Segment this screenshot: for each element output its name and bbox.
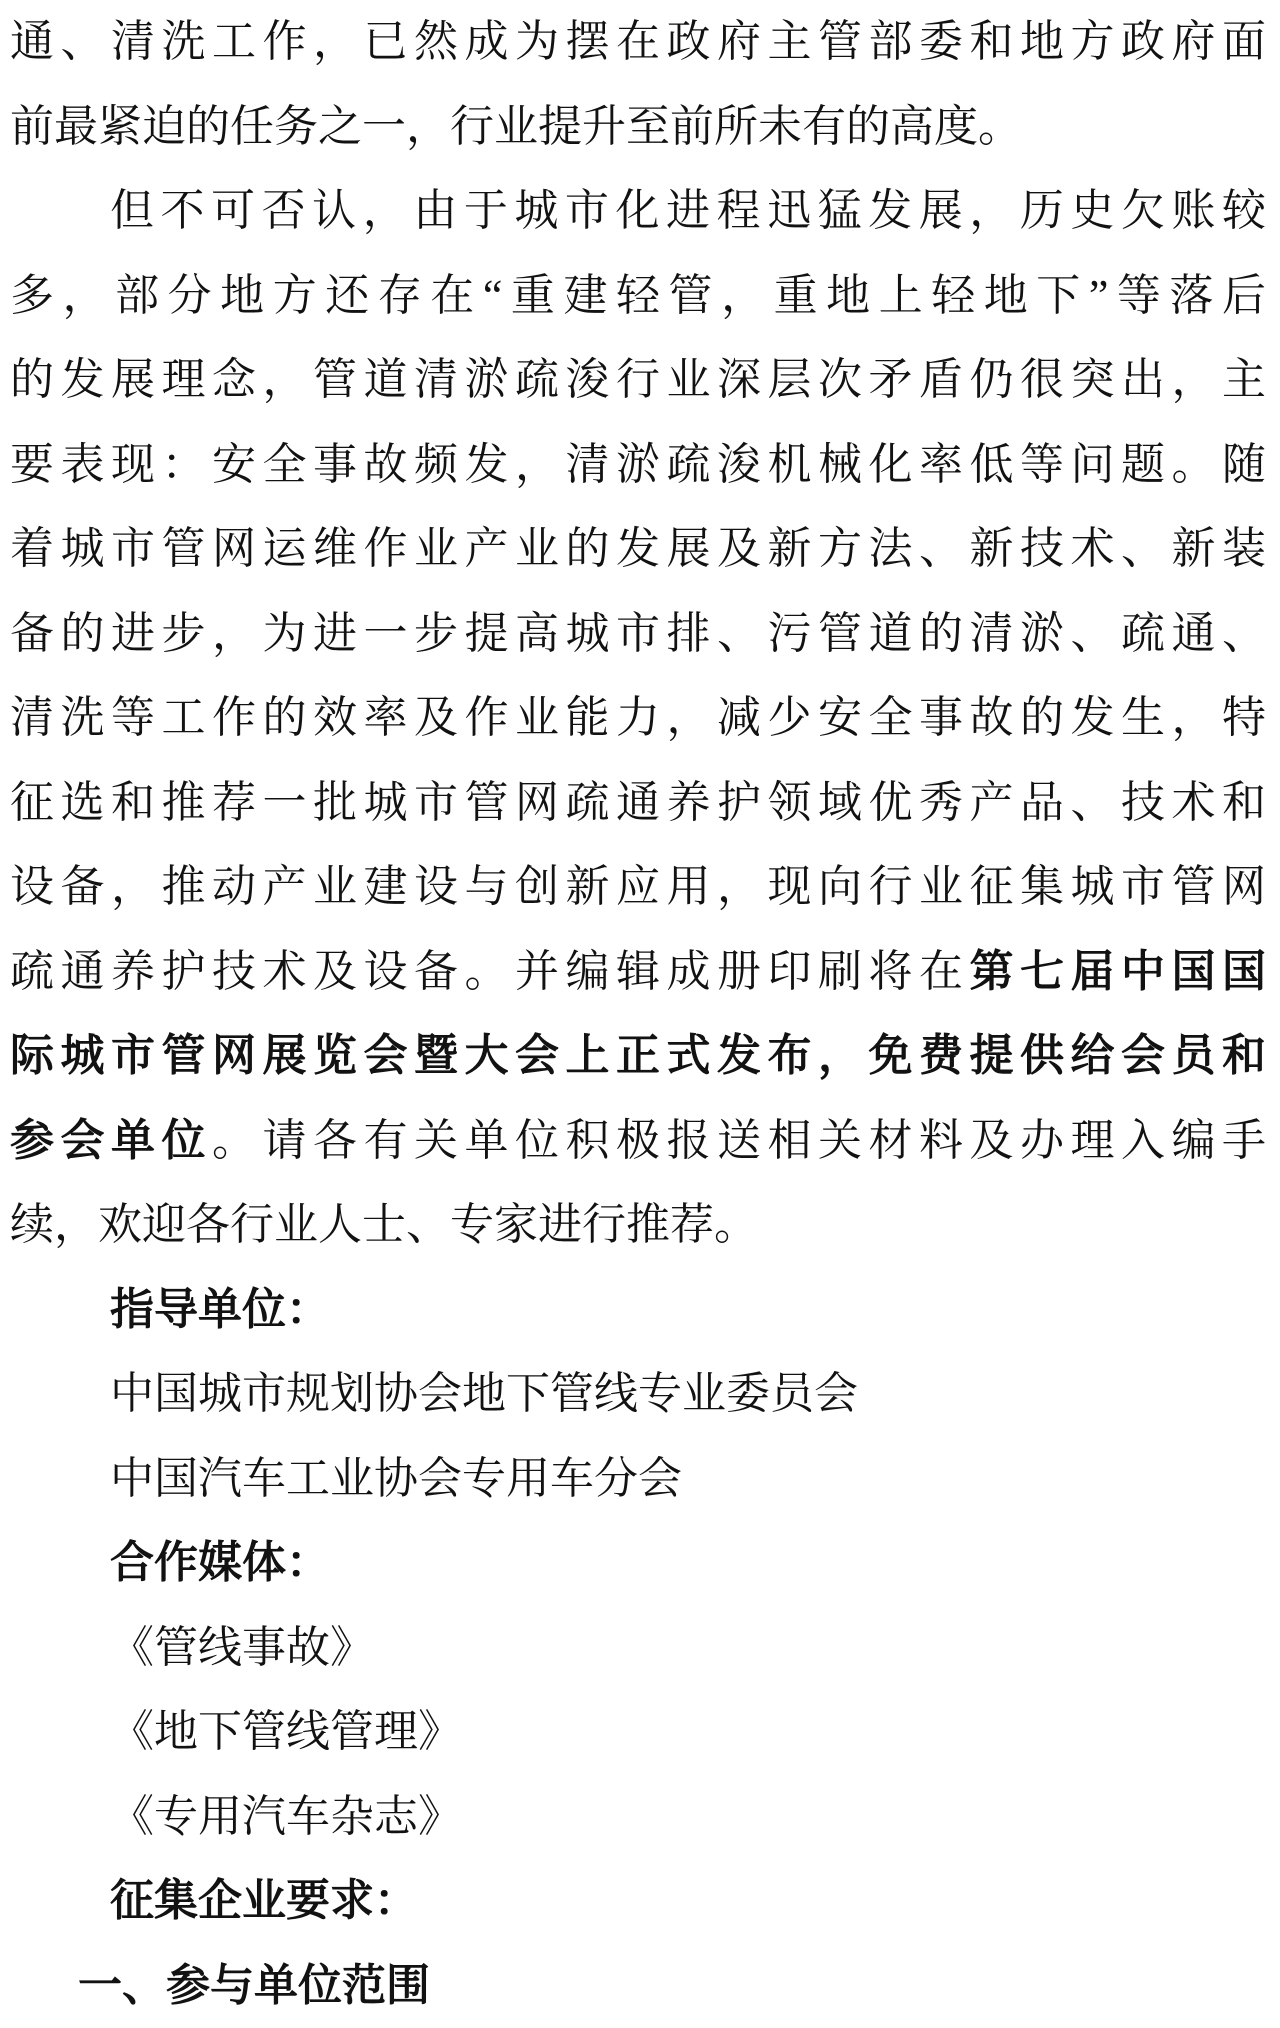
text-line xyxy=(10,676,1266,761)
text-run: 中国汽车工业协会专用车分会 xyxy=(110,1453,682,1503)
bold-text-run: 指导单位： xyxy=(110,1284,330,1334)
text-line xyxy=(10,845,1266,930)
text-line xyxy=(10,1606,1266,1691)
bold-text-run: 参会单位 xyxy=(10,1115,212,1165)
text-run: 通、清洗工作，已然成为摆在政府主管部委和地方政府面 xyxy=(10,17,1266,66)
text-line xyxy=(10,1014,1266,1099)
text-line xyxy=(10,0,1266,85)
text-line xyxy=(10,507,1266,592)
text-run: 多，部分地方还存在“重建轻管，重地上轻地下”等落后 xyxy=(10,270,1266,320)
text-line xyxy=(10,1775,1266,1860)
text-run: 。请各有关单位积极报送相关材料及办理入编手 xyxy=(212,1115,1266,1165)
text-run: 前最紧迫的任务之一，行业提升至前所未有的高度。 xyxy=(10,101,1022,151)
text-run: 《管线事故》 xyxy=(110,1622,374,1672)
text-line xyxy=(10,1352,1266,1437)
text-line xyxy=(10,1859,1266,1944)
text-line xyxy=(10,423,1266,508)
text-run: 《地下管线管理》 xyxy=(110,1707,462,1756)
text-run: 要表现：安全事故频发，清淤疏浚机械化率低等问题。随 xyxy=(10,439,1266,489)
text-line xyxy=(10,930,1266,1015)
text-line xyxy=(10,592,1266,677)
bold-text-run: 征集企业要求： xyxy=(110,1876,418,1925)
text-line xyxy=(10,1183,1266,1268)
bold-text-run: 一、参与单位范围 xyxy=(78,1960,430,2010)
text-run: 的发展理念，管道清淤疏浚行业深层次矛盾仍很突出，主 xyxy=(10,355,1266,404)
text-run: 征选和推荐一批城市管网疏通养护领域优秀产品、技术和 xyxy=(10,777,1266,827)
text-line xyxy=(10,1944,1266,2028)
text-line xyxy=(10,1437,1266,1522)
text-run: 《专用汽车杂志》 xyxy=(110,1791,462,1841)
text-run: 着城市管网运维作业产业的发展及新方法、新技术、新装 xyxy=(10,524,1266,573)
text-line xyxy=(10,85,1266,170)
bold-text-run: 第七届中国国 xyxy=(969,946,1266,996)
text-line xyxy=(10,761,1266,846)
text-line xyxy=(10,169,1266,254)
bold-text-run: 合作媒体： xyxy=(110,1538,330,1587)
text-run: 中国城市规划协会地下管线专业委员会 xyxy=(110,1369,858,1418)
text-line xyxy=(10,1690,1266,1775)
text-run: 备的进步，为进一步提高城市排、污管道的清淤、疏通、 xyxy=(10,608,1266,658)
bold-text-run: 际城市管网展览会暨大会上正式发布，免费提供给会员和 xyxy=(10,1031,1266,1080)
text-run: 但不可否认，由于城市化进程迅猛发展，历史欠账较 xyxy=(110,186,1266,235)
document-body xyxy=(10,0,1266,2028)
text-line xyxy=(10,254,1266,339)
text-run: 续，欢迎各行业人士、专家进行推荐。 xyxy=(10,1200,758,1249)
text-line xyxy=(10,1521,1266,1606)
text-line xyxy=(10,1099,1266,1184)
text-run: 清洗等工作的效率及作业能力，减少安全事故的发生，特 xyxy=(10,693,1266,742)
text-run: 疏通养护技术及设备。并编辑成册印刷将在 xyxy=(10,946,970,996)
text-line xyxy=(10,1268,1266,1353)
text-run: 设备，推动产业建设与创新应用，现向行业征集城市管网 xyxy=(10,862,1266,911)
text-line xyxy=(10,338,1266,423)
